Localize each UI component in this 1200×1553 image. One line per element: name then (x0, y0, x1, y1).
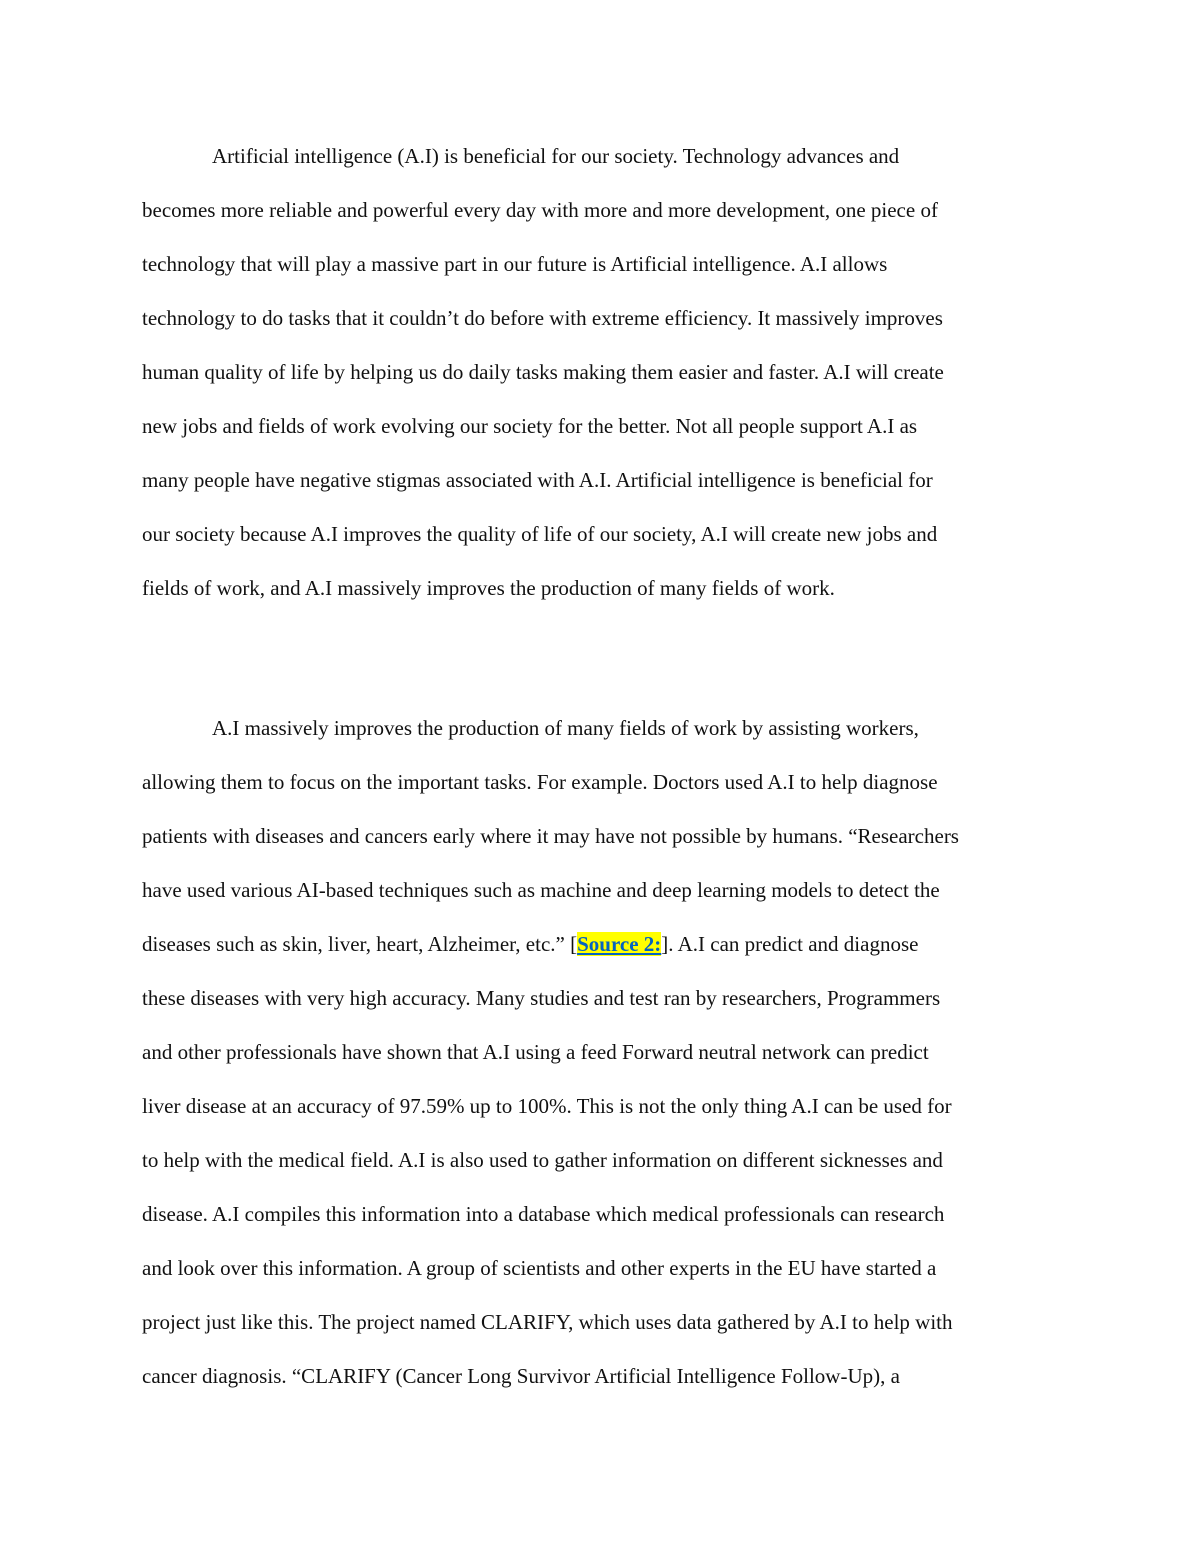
paragraph-1-line-5: human quality of life by helping us do daily tasks making them easier and faster. A.I will create (142, 360, 944, 384)
paragraph-1-line-2: becomes more reliable and powerful every day with more and more development, one piece of (142, 198, 938, 222)
paragraph-1-line-4: technology to do tasks that it couldn’t do before with extreme efficiency. It massively improves (142, 306, 943, 330)
paragraph-2-line-10: disease. A.I compiles this information into a database which medical professionals can research (142, 1202, 945, 1226)
paragraph-1-line-7: many people have negative stigmas associated with A.I. Artificial intelligence is beneficial for (142, 468, 933, 492)
paragraph-2-line-11: and look over this information. A group of scientists and other experts in the EU have started a (142, 1256, 937, 1280)
paragraph-2-line-2: allowing them to focus on the important tasks. For example. Doctors used A.I to help diagnose (142, 770, 938, 794)
paragraph-2-line-6: these diseases with very high accuracy. Many studies and test ran by researchers, Programmers (142, 986, 941, 1010)
paragraph-1-line-3: technology that will play a massive part in our future is Artificial intelligence. A.I allows (142, 252, 888, 276)
paragraph-2-line-7: and other professionals have shown that A.I using a feed Forward neutral network can predict (142, 1040, 929, 1064)
citation-text-before: diseases such as skin, liver, heart, Alzheimer, etc.” [ (142, 932, 578, 956)
paragraph-1-line-6: new jobs and fields of work evolving our society for the better. Not all people support A.I as (142, 414, 918, 438)
paragraph-2-line-1: A.I massively improves the production of many fields of work by assisting workers, (212, 716, 919, 740)
paragraph-2-line-4: have used various AI-based techniques such as machine and deep learning models to detect the (142, 878, 940, 902)
source-2-link[interactable]: Source 2: (577, 932, 662, 956)
paragraph-1-line-1: Artificial intelligence (A.I) is beneficial for our society. Technology advances and (212, 144, 900, 168)
paragraph-2-line-9: to help with the medical field. A.I is also used to gather information on different sicknesses and (142, 1148, 943, 1172)
paragraph-1-line-8: our society because A.I improves the quality of life of our society, A.I will create new jobs and (142, 522, 938, 546)
paragraph-2-line-3: patients with diseases and cancers early where it may have not possible by humans. “Researchers (142, 824, 959, 848)
paragraph-2-line-8: liver disease at an accuracy of 97.59% up to 100%. This is not the only thing A.I can be used for (142, 1094, 952, 1118)
paragraph-2-line-13: cancer diagnosis. “CLARIFY (Cancer Long Survivor Artificial Intelligence Follow-Up), a (142, 1364, 900, 1388)
paragraph-2-line-12: project just like this. The project named CLARIFY, which uses data gathered by A.I to help with (142, 1310, 953, 1334)
citation-text-after: ]. A.I can predict and diagnose (661, 932, 919, 956)
paragraph-2-citation-line (142, 930, 918, 958)
paragraph-1-line-9: fields of work, and A.I massively improves the production of many fields of work. (142, 576, 835, 600)
